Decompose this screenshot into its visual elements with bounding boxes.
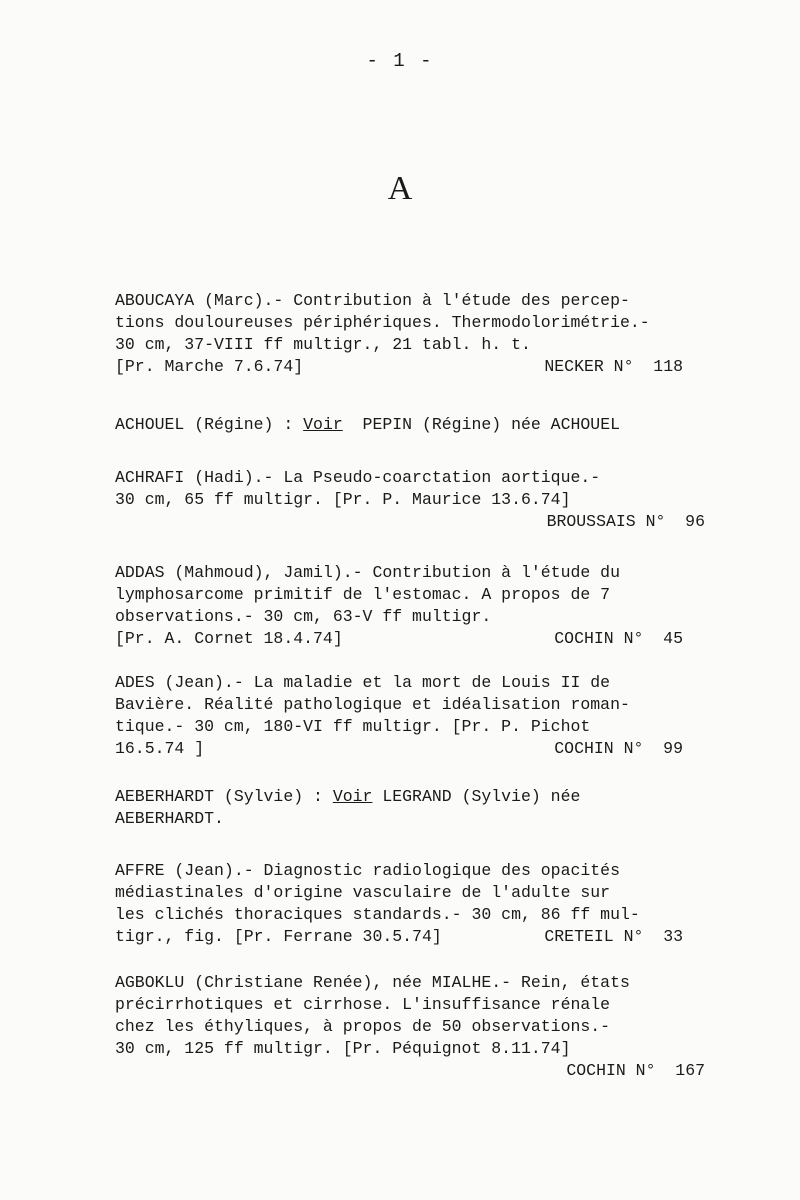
entry-affre <box>115 860 683 948</box>
entry-line: [Pr. Marche 7.6.74] <box>115 357 304 376</box>
entry-line: 30 cm, 65 ff multigr. [Pr. P. Maurice 13.6.74] <box>115 490 571 509</box>
entry-achrafi <box>115 467 705 533</box>
entry-line: 30 cm, 37-VIII ff multigr., 21 tabl. h. t. <box>115 335 531 354</box>
entry-aboucaya <box>115 290 683 378</box>
entry-line: lymphosarcome primitif de l'estomac. A propos de 7 <box>115 585 611 604</box>
entry-agboklu <box>115 972 705 1082</box>
entry-line: les clichés thoraciques standards.- 30 cm, 86 ff mul- <box>115 905 640 924</box>
section-letter: A <box>387 170 413 207</box>
entry-target: LEGRAND (Sylvie) née <box>372 787 581 806</box>
shelf-mark: BROUSSAIS N° 96 <box>546 512 705 531</box>
entry-line: [Pr. A. Cornet 18.4.74] <box>115 629 343 648</box>
entry-aeberhardt <box>115 786 580 830</box>
entry-line: AEBERHARDT. <box>115 809 224 828</box>
entry-line: chez les éthyliques, à propos de 50 observations.- <box>115 1017 611 1036</box>
entry-line: ABOUCAYA (Marc).- Contribution à l'étude des percep- <box>115 291 630 310</box>
entry-line: AFFRE (Jean).- Diagnostic radiologique des opacités <box>115 861 620 880</box>
entry-line: observations.- 30 cm, 63-V ff multigr. <box>115 607 492 626</box>
entry-line <box>115 414 620 436</box>
see-reference: Voir <box>332 787 373 806</box>
entry-line: précirrhotiques et cirrhose. L'insuffisance rénale <box>115 995 611 1014</box>
entry-line: tigr., fig. [Pr. Ferrane 30.5.74] <box>115 927 442 946</box>
entry-line: tique.- 30 cm, 180-VI ff multigr. [Pr. P. Pichot <box>115 717 591 736</box>
entry-line: 16.5.74 ] <box>115 739 205 758</box>
entry-line: médiastinales d'origine vasculaire de l'adulte sur <box>115 883 611 902</box>
entry-line <box>115 786 580 808</box>
entry-line: ADES (Jean).- La maladie et la mort de Louis II de <box>115 673 611 692</box>
entry-achouel <box>115 414 620 436</box>
entry-ades <box>115 672 683 760</box>
entry-target: PEPIN (Régine) née ACHOUEL <box>342 415 620 434</box>
entry-name: AEBERHARDT (Sylvie) : <box>115 787 333 806</box>
page-number: - 1 - <box>366 50 434 72</box>
entry-name: ACHOUEL (Régine) : <box>115 415 304 434</box>
entry-addas <box>115 562 683 650</box>
entry-line: ADDAS (Mahmoud), Jamil).- Contribution à l'étude du <box>115 563 620 582</box>
shelf-mark: CRETEIL N° 33 <box>544 927 683 946</box>
entry-line: ACHRAFI (Hadi).- La Pseudo-coarctation aortique.- <box>115 468 601 487</box>
entry-line: 30 cm, 125 ff multigr. [Pr. Péquignot 8.11.74] <box>115 1039 571 1058</box>
shelf-mark: COCHIN N° 99 <box>554 739 683 758</box>
entry-line: tions douloureuses périphériques. Thermodolorimétrie.- <box>115 313 650 332</box>
entry-line: AGBOKLU (Christiane Renée), née MIALHE.- Rein, états <box>115 973 630 992</box>
entry-line: Bavière. Réalité pathologique et idéalisation roman- <box>115 695 630 714</box>
shelf-mark: COCHIN N° 45 <box>554 629 683 648</box>
see-reference: Voir <box>303 415 343 434</box>
shelf-mark: COCHIN N° 167 <box>566 1061 705 1080</box>
shelf-mark: NECKER N° 118 <box>544 357 683 376</box>
